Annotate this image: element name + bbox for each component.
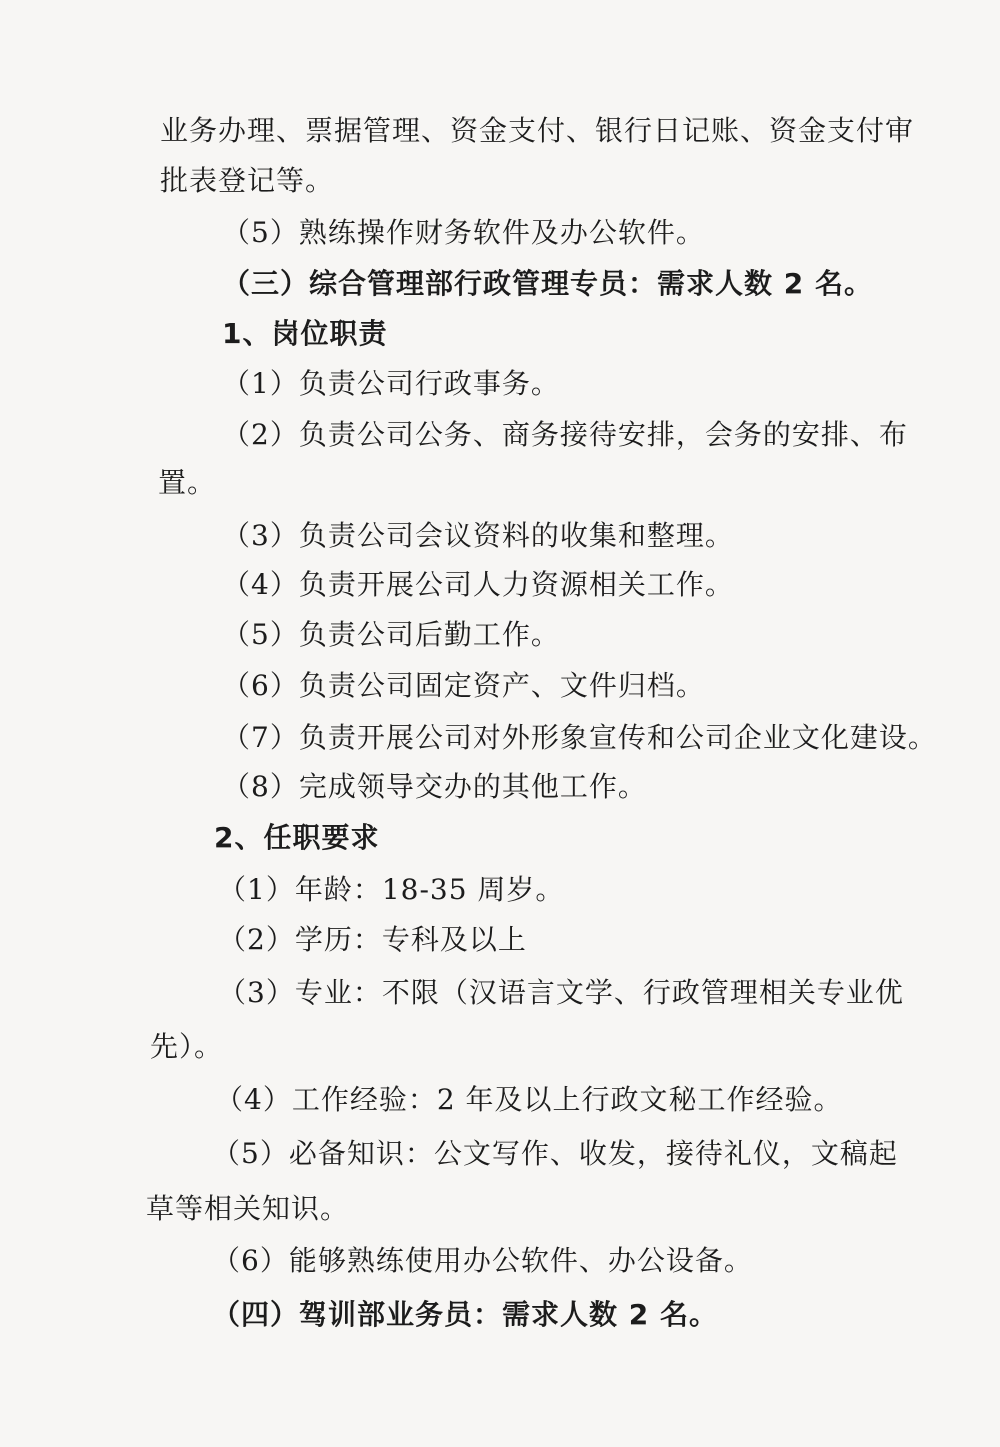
body-text-line: 批表登记等。	[160, 164, 335, 197]
list-item: （5）熟练操作财务软件及办公软件。	[222, 216, 705, 249]
list-item: （4）负责开展公司人力资源相关工作。	[222, 568, 734, 601]
body-text-line: 置。	[158, 466, 217, 499]
list-item: （3）负责公司会议资料的收集和整理。	[222, 519, 734, 552]
list-item: （1）负责公司行政事务。	[222, 367, 560, 400]
list-item: （4）工作经验：2 年及以上行政文秘工作经验。	[215, 1083, 843, 1116]
list-item: （6）能够熟练使用办公软件、办公设备。	[212, 1244, 753, 1277]
body-text-line: 先）。	[150, 1030, 224, 1063]
subsection-heading: 1、岗位职责	[222, 317, 388, 350]
body-text-line: 业务办理、票据管理、资金支付、银行日记账、资金支付审	[160, 114, 915, 147]
list-item: （3）专业：不限（汉语言文学、行政管理相关专业优	[218, 976, 904, 1009]
section-heading: （三）综合管理部行政管理专员：需求人数 2 名。	[222, 267, 873, 300]
body-text-line: 草等相关知识。	[146, 1192, 350, 1225]
list-item: （5）必备知识：公文写作、收发，接待礼仪，文稿起	[212, 1137, 898, 1170]
list-item: （2）负责公司公务、商务接待安排，会务的安排、布	[222, 418, 908, 451]
section-heading: （四）驾训部业务员：需求人数 2 名。	[212, 1298, 718, 1331]
list-item: （2）学历：专科及以上	[218, 923, 527, 956]
list-item: （6）负责公司固定资产、文件归档。	[222, 669, 705, 702]
list-item: （1）年龄：18-35 周岁。	[218, 873, 565, 906]
subsection-heading: 2、任职要求	[214, 821, 380, 854]
list-item: （7）负责开展公司对外形象宣传和公司企业文化建设。	[222, 721, 937, 754]
list-item: （8）完成领导交办的其他工作。	[222, 770, 647, 803]
list-item: （5）负责公司后勤工作。	[222, 618, 560, 651]
